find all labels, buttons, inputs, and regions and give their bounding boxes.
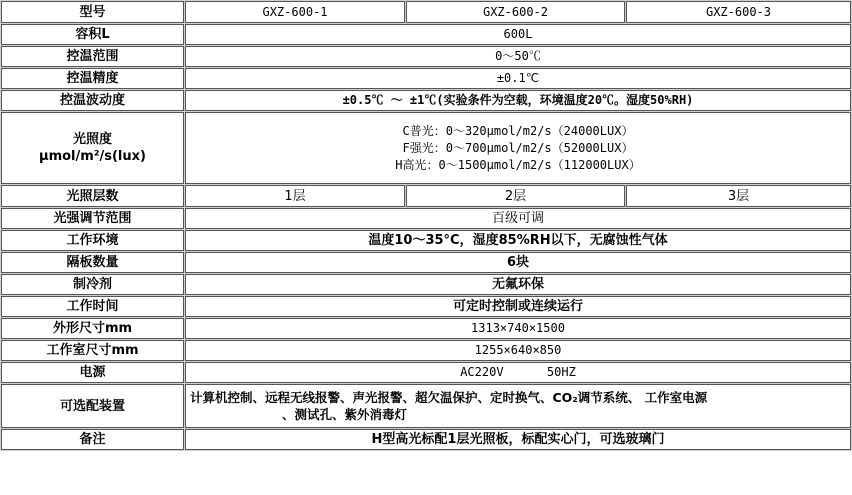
row-remarks xyxy=(1,429,851,450)
value-shelves: 6块 xyxy=(185,252,851,273)
label-temp-range: 控温范围 xyxy=(1,46,184,67)
label-temp-fluctuation: 控温波动度 xyxy=(1,90,184,111)
value-illuminance xyxy=(185,112,851,184)
row-temp-precision xyxy=(1,68,851,89)
label-outer-size: 外形尺寸mm xyxy=(1,318,184,339)
row-illuminance xyxy=(1,112,851,184)
row-temp-fluctuation xyxy=(1,90,851,111)
label-shelves: 隔板数量 xyxy=(1,252,184,273)
label-light-adjust: 光强调节范围 xyxy=(1,208,184,229)
value-temp-fluctuation: ±0.5℃ ～ ±1℃(实验条件为空载，环境温度20℃。湿度50%RH) xyxy=(185,90,851,111)
label-environment: 工作环境 xyxy=(1,230,184,251)
layers-2: 2层 xyxy=(406,185,625,207)
options-line2: 、测试孔、紫外消毒灯 xyxy=(282,407,408,422)
value-work-time: 可定时控制或连续运行 xyxy=(185,296,851,317)
label-chamber-size: 工作室尺寸mm xyxy=(1,340,184,361)
value-temp-range: 0～50℃ xyxy=(185,46,851,67)
row-light-adjust xyxy=(1,208,851,229)
illuminance-h: H高光：0～1500μmol/m2/s（112000LUX） xyxy=(395,157,641,172)
illuminance-label-unit: μmol/m²/s(lux) xyxy=(39,149,146,164)
value-chamber-size: 1255×640×850 xyxy=(185,340,851,361)
value-refrigerant: 无氟环保 xyxy=(185,274,851,295)
row-outer-size xyxy=(1,318,851,339)
label-power: 电源 xyxy=(1,362,184,383)
row-environment xyxy=(1,230,851,251)
label-temp-precision: 控温精度 xyxy=(1,68,184,89)
value-remarks: H型高光标配1层光照板，标配实心门，可选玻璃门 xyxy=(185,429,851,450)
label-work-time: 工作时间 xyxy=(1,296,184,317)
row-options xyxy=(1,384,851,428)
label-light-layers: 光照层数 xyxy=(1,185,184,207)
row-light-layers xyxy=(1,185,851,207)
row-refrigerant xyxy=(1,274,851,295)
label-model: 型号 xyxy=(1,1,184,23)
row-chamber-size xyxy=(1,340,851,361)
label-options: 可选配装置 xyxy=(1,384,184,428)
layers-1: 1层 xyxy=(185,185,405,207)
value-environment: 温度10～35°C，湿度85%RH以下，无腐蚀性气体 xyxy=(185,230,851,251)
value-outer-size: 1313×740×1500 xyxy=(185,318,851,339)
model-3: GXZ-600-3 xyxy=(626,1,851,23)
row-temp-range xyxy=(1,46,851,67)
row-model xyxy=(1,1,851,23)
row-shelves xyxy=(1,252,851,273)
row-volume xyxy=(1,24,851,45)
illuminance-label-line1: 光照度 xyxy=(72,132,112,147)
value-volume: 600L xyxy=(185,24,851,45)
label-illuminance xyxy=(1,112,184,184)
label-remarks: 备注 xyxy=(1,429,184,450)
illuminance-c: C普光：0～320μmol/m2/s（24000LUX） xyxy=(402,123,634,138)
model-2: GXZ-600-2 xyxy=(406,1,625,23)
layers-3: 3层 xyxy=(626,185,851,207)
illuminance-f: F强光：0～700μmol/m2/s（52000LUX） xyxy=(402,140,634,155)
label-volume: 容积L xyxy=(1,24,184,45)
value-light-adjust: 百级可调 xyxy=(185,208,851,229)
value-temp-precision: ±0.1℃ xyxy=(185,68,851,89)
options-line1: 计算机控制、远程无线报警、声光报警、超欠温保护、定时换气、CO₂调节系统、 工作室电源 xyxy=(190,390,708,405)
row-work-time xyxy=(1,296,851,317)
model-1: GXZ-600-1 xyxy=(185,1,405,23)
row-power xyxy=(1,362,851,383)
value-power: AC220V 50HZ xyxy=(185,362,851,383)
label-refrigerant: 制冷剂 xyxy=(1,274,184,295)
value-options xyxy=(185,384,851,428)
